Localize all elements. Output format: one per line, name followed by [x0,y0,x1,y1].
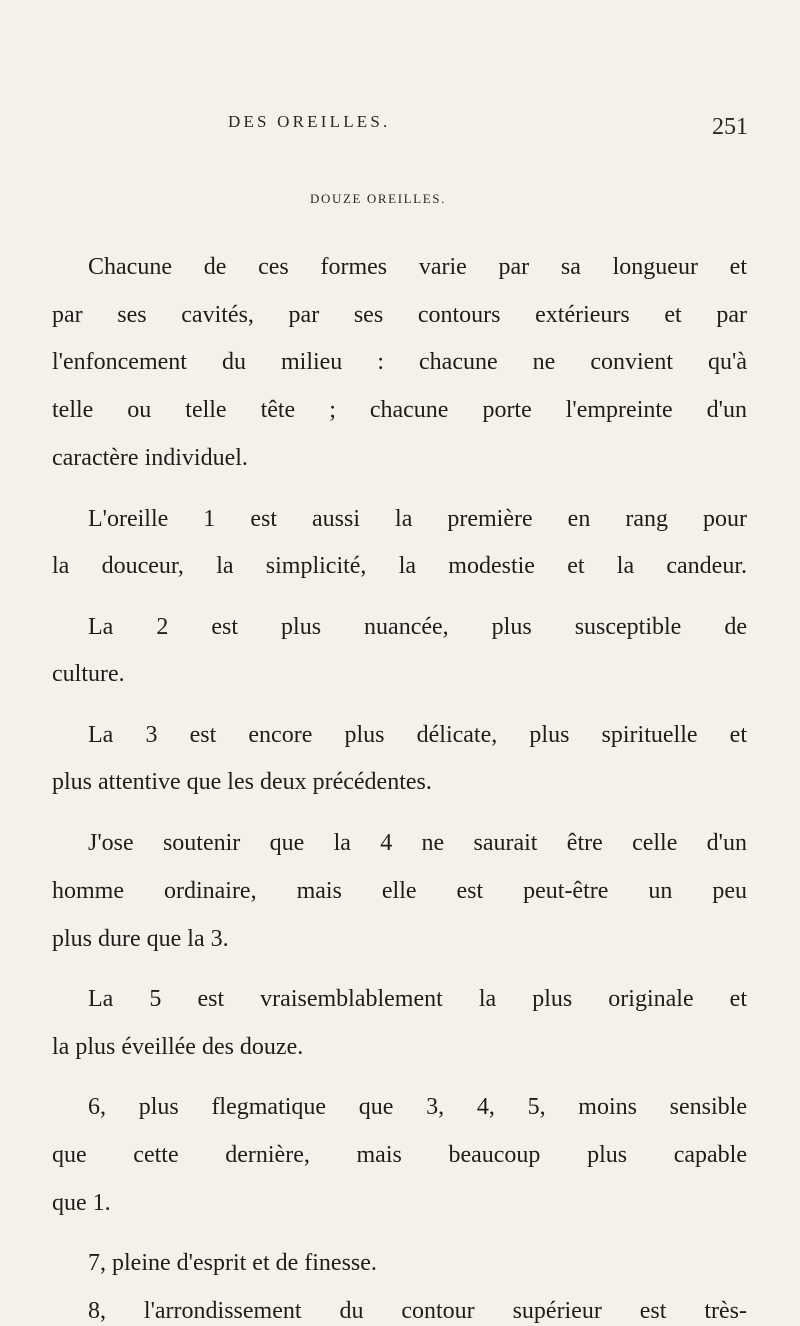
text-line: plus attentive que les deux précédentes. [52,769,432,795]
text-line: par ses cavités, par ses contours extérieurs et par [52,302,747,328]
text-line: homme ordinaire, mais elle est peut-être un peu [52,878,747,904]
text-line: plus dure que la 3. [52,926,229,952]
text-line: Chacune de ces formes varie par sa longueur et [88,254,747,280]
text-line: 7, pleine d'esprit et de finesse. [88,1250,377,1276]
text-line: L'oreille 1 est aussi la première en rang pour [88,506,747,532]
text-line: la plus éveillée des douze. [52,1034,304,1060]
text-line: que 1. [52,1190,111,1216]
text-line: la douceur, la simplicité, la modestie et la candeur. [52,553,747,579]
text-line: que cette dernière, mais beaucoup plus capable [52,1142,747,1168]
text-line: 8, l'arrondissement du contour supérieur est très- [88,1298,747,1324]
text-line: caractère individuel. [52,445,248,471]
running-title: DES OREILLES. [228,112,391,131]
text-line: telle ou telle tête ; chacune porte l'empreinte d'un [52,397,747,423]
text-line: La 3 est encore plus délicate, plus spirituelle et [88,722,747,748]
text-line: 6, plus flegmatique que 3, 4, 5, moins sensible [88,1094,747,1120]
text-line: l'enfoncement du milieu : chacune ne convient qu'à [52,349,747,375]
section-title: DOUZE OREILLES. [310,191,446,206]
text-line: La 2 est plus nuancée, plus susceptible de [88,614,747,640]
page-number: 251 [712,114,748,140]
text-line: culture. [52,661,125,687]
text-line: La 5 est vraisemblablement la plus originale et [88,986,747,1012]
text-line: J'ose soutenir que la 4 ne saurait être celle d'un [88,830,747,856]
